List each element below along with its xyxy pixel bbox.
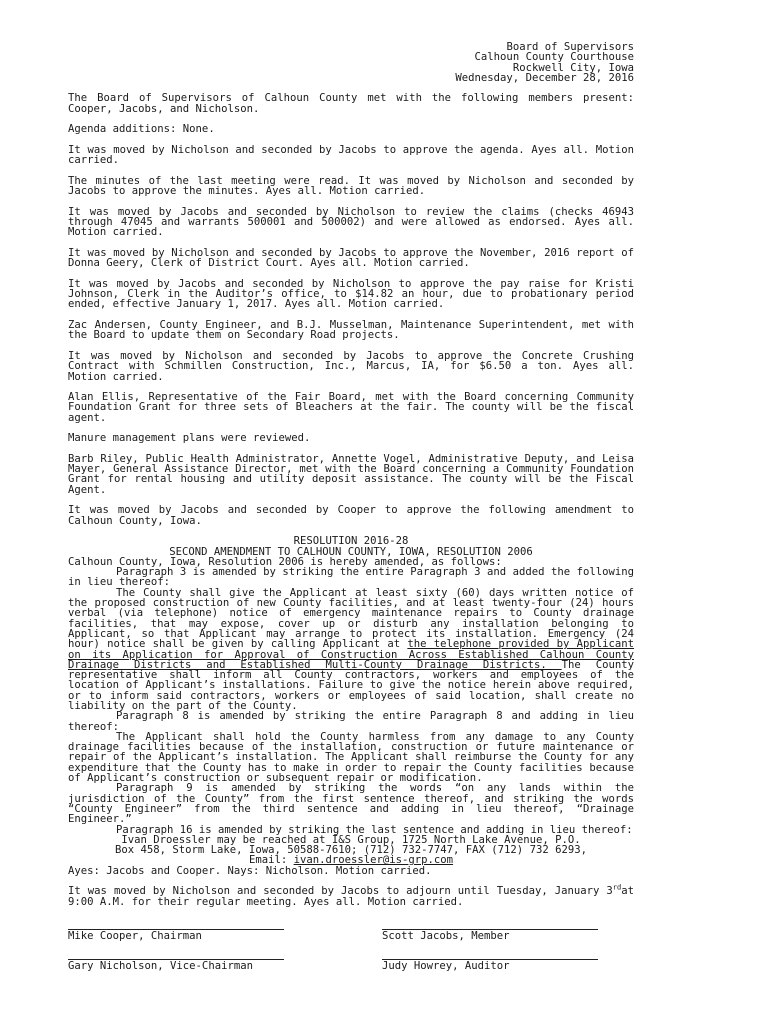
paragraph-agenda-additions: Agenda additions: None. — [68, 123, 215, 136]
paragraph-amendment-motion: It was moved by Jacobs and seconded by Cooper to approve the following amendment to Calhoun County, Iowa. — [68, 504, 634, 527]
paragraph-3-text-b: The County representative shall inform all County contractors, workers and employees of the location of Applicant’s installations. Failure to give the notice herein above required, or to inform said contractors, workers or employees of said location, shall create no liability on the part of the County. — [68, 658, 635, 712]
paragraph-claims: It was moved by Jacobs and seconded by Nicholson to review the claims (checks 46943 through 47045 and warrants 500001 and 500002) and were allowed as endorsed. Ayes all. Motion carried. — [68, 205, 634, 239]
signature-line — [68, 919, 284, 930]
signature-line — [382, 949, 598, 960]
document-header — [68, 42, 634, 83]
minutes-document — [68, 42, 634, 972]
contact-line-1: Ivan Droessler may be reached at I&S Group, 1725 North Lake Avenue, P.O. — [121, 833, 581, 846]
contact-line-2: Box 458, Storm Lake, Iowa, 50588-7610; (712) 732-7747, FAX (712) 732 6293, — [115, 844, 587, 857]
email-link[interactable]: ivan.droessler@is-grp.com — [293, 854, 454, 867]
resolution-paragraph-3-heading: Paragraph 3 is amended by striking the entire Paragraph 3 and added the following in lieu thereof: — [68, 566, 634, 589]
resolution-paragraph-16-heading: Paragraph 16 is amended by striking the last sentence and adding in lieu thereof: — [116, 823, 633, 836]
header-date: Wednesday, December 28, 2016 — [455, 71, 634, 84]
email-label: Email: — [248, 854, 294, 867]
paragraph-pay-raise: It was moved by Jacobs and seconded by Nicholson to approve the pay raise for Kristi Johnson, Clerk in the Auditor’s office, to $14.82 an hour, due to probationary period ended, effective January 1, 2017. Ayes all. Motion carried. — [68, 277, 634, 311]
paragraph-approve-agenda: It was moved by Nicholson and seconded by Jacobs to approve the agenda. Ayes all. Motion carried. — [68, 143, 634, 167]
resolution-paragraph-3-text — [68, 588, 634, 712]
paragraph-3-text-underlined: the telephone provided by Applicant on its Application for Approval of Construction Across Established Calhoun County Drainage Districts and Established Multi-County Drainage Districts. — [68, 638, 635, 671]
signature-name: Mike Cooper, Chairman — [68, 929, 202, 942]
signature-name: Scott Jacobs, Member — [382, 929, 510, 942]
header-city: Rockwell City, Iowa — [512, 61, 634, 74]
resolution-paragraph-9: Paragraph 9 is amended by striking the words “on any lands within the jurisdiction of the County” from the first sentence thereof, and striking the words “County Engineer” from the third sentence and adding in lieu thereof, “Drainage Engineer.” — [68, 782, 634, 826]
signature-name: Gary Nicholson, Vice-Chairman — [68, 960, 253, 973]
signature-line — [68, 949, 284, 960]
paragraph-public-health: Barb Riley, Public Health Administrator, Annette Vogel, Administrative Deputy, and Leisa Mayer, General Assistance Director, met with the Board concerning a Community Foundation Grant for rental housing and utility deposit assistance. The county will be the Fiscal Agent. — [68, 452, 634, 496]
header-board: Board of Supervisors — [506, 41, 634, 53]
signature-row-2 — [68, 949, 634, 971]
header-courthouse: Calhoun County Courthouse — [474, 51, 634, 64]
resolution-paragraph-8-heading: Paragraph 8 is amended by striking the entire Paragraph 8 and adding in lieu thereof: — [68, 710, 634, 733]
adjourn-text-b: at 9:00 A.M. for their regular meeting. Ayes all. Motion carried. — [68, 885, 634, 908]
resolution-number: RESOLUTION 2016-28 — [293, 535, 409, 548]
resolution-paragraph-8-text: The Applicant shall hold the County harmless from any damage to any County drainage facilities because of the installation, construction or future maintenance or repair of the Applicant’s installation. The Applicant shall reimburse the County for any expenditure that the County has to make in order to repair the County facilities because of Applicant’s construction or subsequent repair or modification. — [68, 730, 634, 785]
signature-auditor — [382, 949, 598, 971]
resolution-title: SECOND AMENDMENT TO CALHOUN COUNTY, IOWA, RESOLUTION 2006 — [169, 545, 533, 558]
paragraph-fair-board: Alan Ellis, Representative of the Fair Board, met with the Board concerning Community Foundation Grant for three sets of Bleachers at the fair. The county will be the fiscal agent. — [68, 391, 634, 424]
paragraph-manure-plans: Manure management plans were reviewed. — [68, 432, 311, 445]
paragraph-adjourn — [68, 883, 634, 908]
adjourn-text-a: It was moved by Nicholson and seconded by Jacobs to adjourn until Tuesday, January 3 — [68, 885, 613, 898]
signature-line — [382, 919, 598, 930]
resolution-block — [68, 536, 634, 876]
signature-row-1 — [68, 919, 634, 941]
paragraph-3-text-a: The County shall give the Applicant at least sixty (60) days written notice of the proposed construction of new County facilities, and at least twenty-four (24) hours verbal (via telephone) notice of emergency maintenance repairs to County drainage facilities, that may expose, cover up or disturb any installation belonging to Applicant, so that Applicant may arrange to protect its installation. Emergency (24 hour) notice shall be given by calling Applicant at — [68, 586, 634, 651]
paragraph-crushing-contract: It was moved by Nicholson and seconded by Jacobs to approve the Concrete Crushing Contract with Schmillen Construction, Inc., Marcus, IA, for $6.50 a ton. Ayes all. Motion carried. — [68, 349, 634, 383]
signature-vice-chairman — [68, 949, 284, 971]
resolution-intro: Calhoun County, Iowa, Resolution 2006 is hereby amended, as follows: — [68, 555, 502, 568]
paragraph-engineer: Zac Andersen, County Engineer, and B.J. Musselman, Maintenance Superintendent, met with the Board to update them on Secondary Road projects. — [68, 319, 634, 342]
signature-chairman — [68, 919, 284, 941]
paragraph-minutes: The minutes of the last meeting were read. It was moved by Nicholson and seconded by Jacobs to approve the minutes. Ayes all. Motion carried. — [68, 174, 634, 198]
resolution-vote: Ayes: Jacobs and Cooper. Nays: Nicholson. Motion carried. — [68, 864, 432, 877]
signature-name: Judy Howrey, Auditor — [382, 960, 510, 973]
adjourn-superscript: rd — [612, 883, 622, 892]
paragraph-attendance: The Board of Supervisors of Calhoun County met with the following members present: Cooper, Jacobs, and Nicholson. — [68, 92, 634, 115]
signature-member — [382, 919, 598, 941]
paragraph-clerk-report: It was moved by Nicholson and seconded by Jacobs to approve the November, 2016 report of Donna Geery, Clerk of District Court. Ayes all. Motion carried. — [68, 246, 634, 270]
